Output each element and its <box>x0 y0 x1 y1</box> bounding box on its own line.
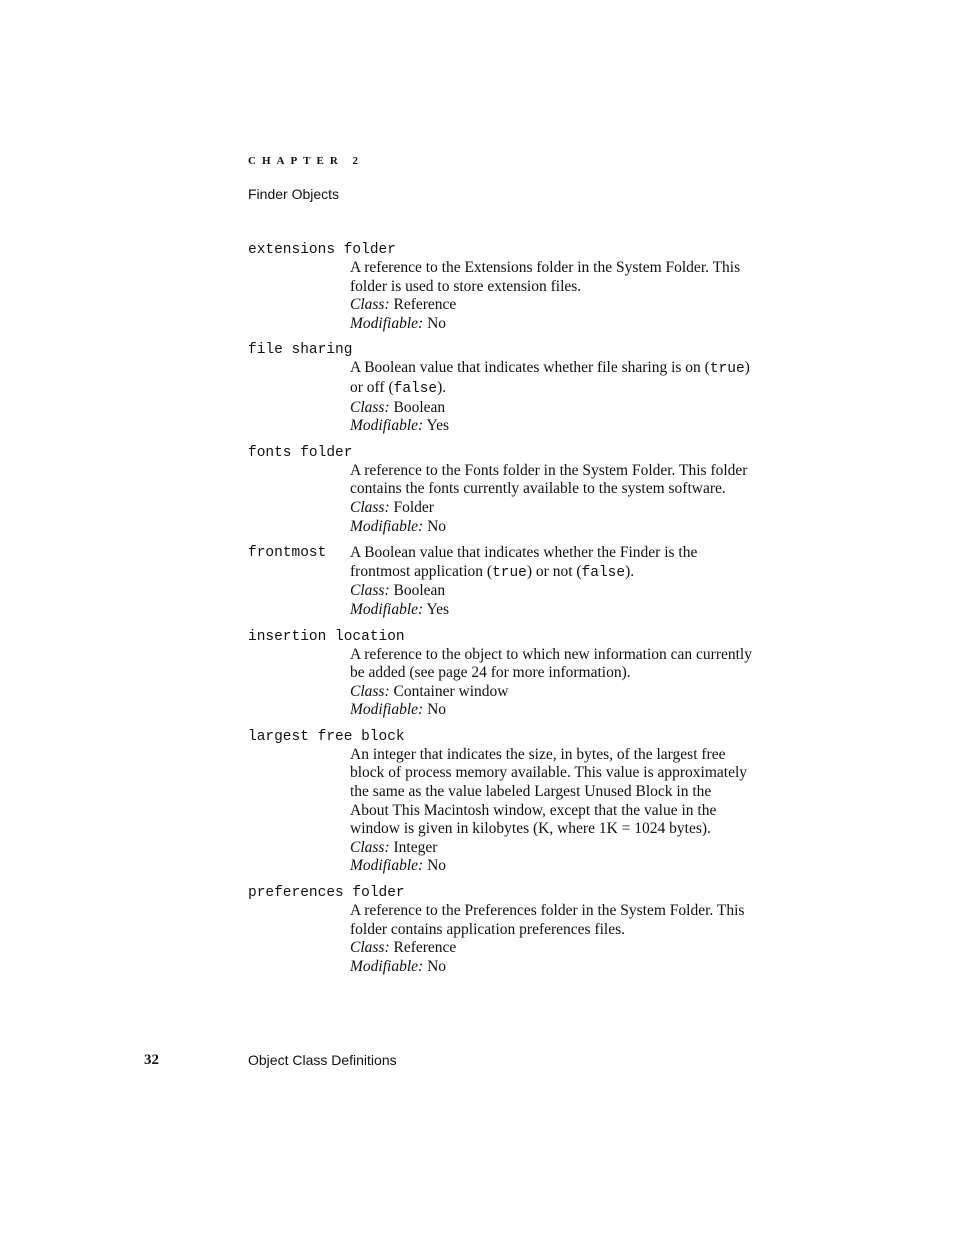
description-line: window is given in kilobytes (K, where 1K = 1024 bytes). <box>350 820 711 838</box>
property-entry-insertion-location <box>248 628 808 720</box>
description-line: contains the fonts currently available to the system software. <box>350 480 726 498</box>
code-literal: true <box>709 361 745 378</box>
modifiable-line <box>350 315 808 334</box>
property-list <box>248 241 808 984</box>
modifiable-value: No <box>427 857 447 875</box>
property-definition <box>350 462 808 536</box>
class-value: Container window <box>393 682 509 700</box>
class-value: Reference <box>393 296 457 314</box>
property-term: insertion location <box>248 628 405 645</box>
description-text: A Boolean value that indicates whether file sharing is on ( <box>350 359 710 377</box>
class-line <box>350 582 808 601</box>
property-definition <box>350 359 808 435</box>
modifiable-line <box>350 958 808 977</box>
property-definition <box>350 902 808 976</box>
description-text: ). <box>437 378 447 396</box>
property-entry-file-sharing <box>248 341 808 435</box>
class-label: Class: <box>350 498 390 516</box>
class-line <box>350 839 808 858</box>
modifiable-value: Yes <box>426 417 450 435</box>
class-label: Class: <box>350 398 390 416</box>
property-entry-largest-free-block <box>248 728 808 876</box>
description-line: A reference to the Extensions folder in the System Folder. This <box>350 259 741 276</box>
class-line <box>350 399 808 418</box>
description-line: An integer that indicates the size, in bytes, of the largest free <box>350 745 726 763</box>
modifiable-label: Modifiable: <box>350 314 424 332</box>
description-line: A reference to the Fonts folder in the System Folder. This folder <box>350 461 748 479</box>
property-entry-frontmost <box>248 544 808 619</box>
property-definition <box>350 259 808 333</box>
modifiable-label: Modifiable: <box>350 517 424 535</box>
description-line <box>350 379 808 399</box>
property-entry-fonts-folder <box>248 444 808 536</box>
class-line <box>350 683 808 702</box>
property-entry-preferences-folder <box>248 884 808 976</box>
class-value: Boolean <box>393 582 446 600</box>
code-literal: false <box>581 564 626 581</box>
class-value: Folder <box>393 498 434 516</box>
property-term: largest free block <box>248 728 405 745</box>
code-literal: false <box>393 380 438 397</box>
property-definition <box>350 544 808 619</box>
chapter-heading: CHAPTER 2 <box>248 155 365 167</box>
modifiable-line <box>350 518 808 537</box>
modifiable-line <box>350 857 808 876</box>
class-value: Boolean <box>393 398 446 416</box>
property-term: extensions folder <box>248 242 396 258</box>
property-term: fonts folder <box>248 444 353 461</box>
class-label: Class: <box>350 838 390 856</box>
description-text: ). <box>625 562 635 580</box>
description-line: folder contains application preferences files. <box>350 920 626 938</box>
class-line <box>350 499 808 518</box>
modifiable-value: No <box>427 314 447 332</box>
description-line: A reference to the Preferences folder in the System Folder. This <box>350 902 745 920</box>
modifiable-line <box>350 417 808 436</box>
code-literal: true <box>492 564 527 581</box>
section-title: Finder Objects <box>248 186 340 202</box>
property-term: frontmost <box>248 545 327 562</box>
footer-title: Object Class Definitions <box>248 1052 397 1068</box>
description-line <box>350 563 808 583</box>
description-line: folder is used to store extension files. <box>350 277 582 295</box>
modifiable-label: Modifiable: <box>350 600 424 618</box>
class-label: Class: <box>350 939 390 957</box>
description-line: A reference to the object to which new information can currently <box>350 645 752 663</box>
property-term: file sharing <box>248 342 353 359</box>
modifiable-line <box>350 701 808 720</box>
class-line <box>350 939 808 958</box>
description-line <box>350 359 808 379</box>
class-value: Integer <box>393 838 438 856</box>
description-text: ) <box>744 359 750 377</box>
description-text: ) or not ( <box>526 562 582 580</box>
class-label: Class: <box>350 296 390 314</box>
modifiable-value: No <box>427 517 447 535</box>
class-label: Class: <box>350 682 390 700</box>
property-entry-extensions-folder <box>248 241 808 333</box>
description-line: About This Macintosh window, except that the value in the <box>350 801 717 819</box>
description-line: be added (see page 24 for more information). <box>350 664 631 682</box>
modifiable-label: Modifiable: <box>350 857 424 875</box>
modifiable-label: Modifiable: <box>350 701 424 719</box>
class-label: Class: <box>350 582 390 600</box>
page-number: 32 <box>144 1052 159 1068</box>
description-line: block of process memory available. This value is approximately <box>350 764 748 782</box>
modifiable-value: Yes <box>426 600 450 618</box>
property-definition <box>350 646 808 720</box>
property-term: preferences folder <box>248 885 405 902</box>
description-text: frontmost application ( <box>350 562 493 580</box>
description-line: A Boolean value that indicates whether the Finder is the <box>350 544 698 562</box>
class-line <box>350 296 808 315</box>
description-line: the same as the value labeled Largest Unused Block in the <box>350 783 712 801</box>
modifiable-label: Modifiable: <box>350 417 424 435</box>
description-text: or off ( <box>350 378 394 396</box>
modifiable-line <box>350 601 808 620</box>
modifiable-value: No <box>427 957 447 975</box>
property-definition <box>350 746 808 876</box>
modifiable-value: No <box>427 701 447 719</box>
modifiable-label: Modifiable: <box>350 957 424 975</box>
class-value: Reference <box>393 939 457 957</box>
